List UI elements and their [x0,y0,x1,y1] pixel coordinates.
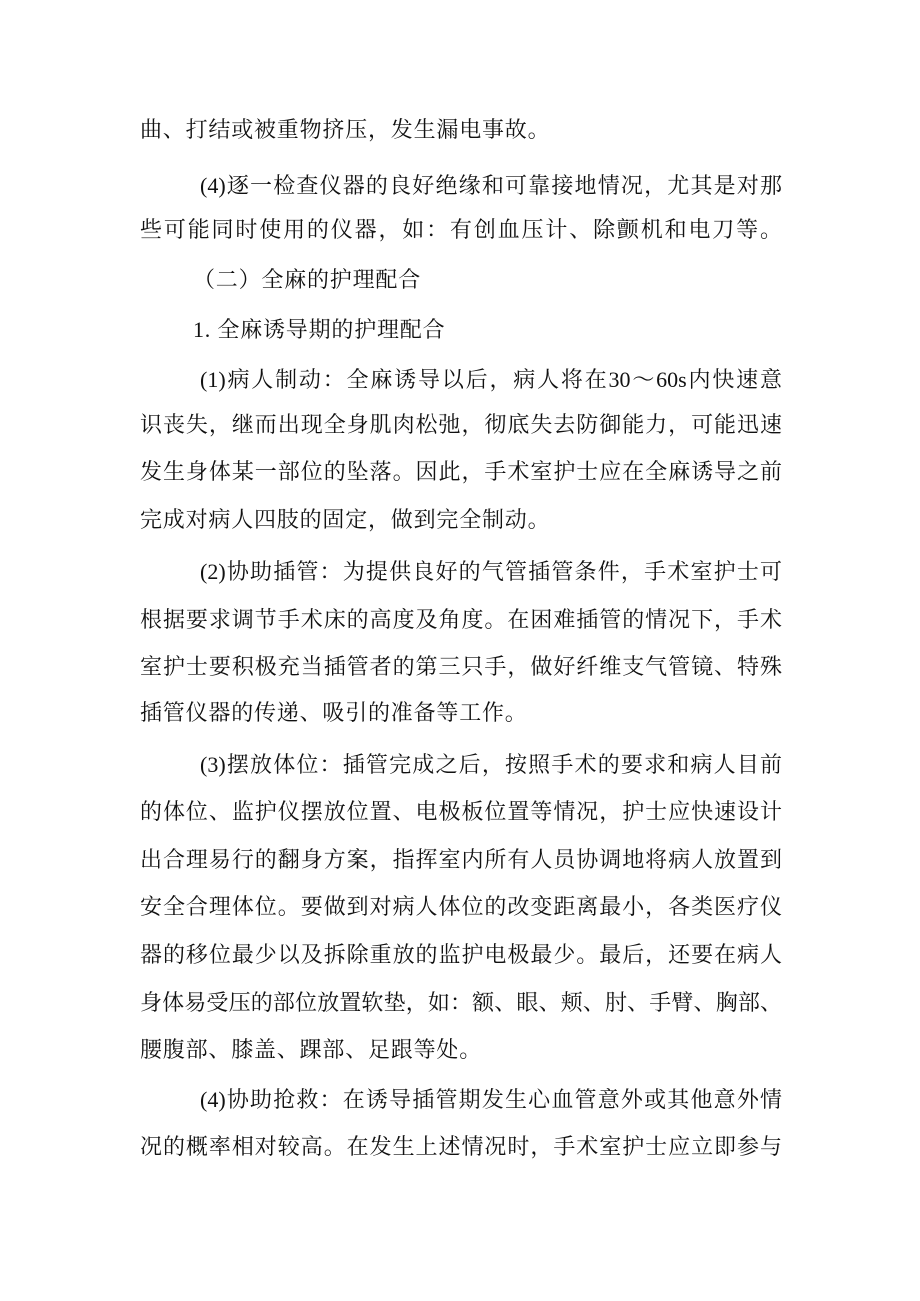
text-line: 况的概率相对较高。在发生上述情况时，手术室护士应立即参与 [140,1134,782,1159]
text-line: 些可能同时使用的仪器，如：有创血压计、除颤机和电刀等。 [140,217,782,242]
text-line: 腰腹部、膝盖、踝部、足跟等处。 [140,1037,483,1062]
text-line: 插管仪器的传递、吸引的准备等工作。 [140,700,528,725]
text-line: (3)摆放体位：插管完成之后，按照手术的要求和病人目前 [200,752,782,777]
subsection-heading: 1. 全麻诱导期的护理配合 [193,317,446,342]
text-line: 曲、打结或被重物挤压，发生漏电事故。 [140,117,551,142]
text-line: 发生身体某一部位的坠落。因此，手术室护士应在全麻诱导之前 [140,459,782,484]
section-heading: （二）全麻的护理配合 [193,267,422,292]
text-line: 完成对病人四肢的固定，做到完全制动。 [140,507,551,532]
text-line: 识丧失，继而出现全身肌肉松弛，彻底失去防御能力，可能迅速 [140,412,782,437]
text-line: 的体位、监护仪摆放位置、电极板位置等情况，护士应快速设计 [140,799,782,824]
text-line: 室护士要积极充当插管者的第三只手，做好纤维支气管镜、特殊 [140,654,782,679]
text-line: (4)协助抢救：在诱导插管期发生心血管意外或其他意外情 [200,1087,782,1112]
text-line: 出合理易行的翻身方案，指挥室内所有人员协调地将病人放置到 [140,847,782,872]
text-line: 身体易受压的部位放置软垫，如：额、眼、颊、肘、手臂、胸部、 [140,990,782,1015]
text-line: 安全合理体位。要做到对病人体位的改变距离最小，各类医疗仪 [140,894,782,919]
text-line: 器的移位最少以及拆除重放的监护电极最少。最后，还要在病人 [140,942,782,967]
text-line: (1)病人制动：全麻诱导以后，病人将在30～60s内快速意 [200,367,782,392]
text-line: (4)逐一检查仪器的良好绝缘和可靠接地情况，尤其是对那 [200,173,782,198]
text-line: 根据要求调节手术床的高度及角度。在困难插管的情况下，手术 [140,607,782,632]
text-line: (2)协助插管：为提供良好的气管插管条件，手术室护士可 [200,559,782,584]
